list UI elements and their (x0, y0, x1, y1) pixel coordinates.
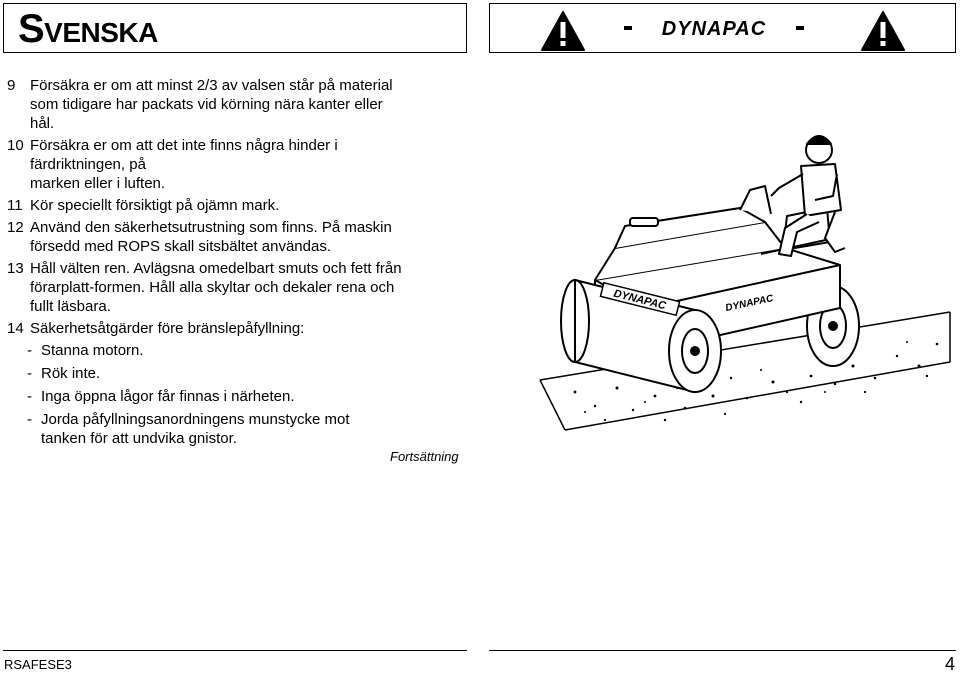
title-box (3, 3, 467, 53)
list-item (7, 76, 469, 133)
sub-item-line: tanken för att undvika gnistor. (41, 430, 237, 447)
item-line: Försäkra er om att minst 2/3 av valsen står på material (30, 77, 393, 94)
footer-rule (3, 650, 467, 651)
item-line: hål. (30, 115, 55, 132)
sub-item-line: Inga öppna lågor får finnas i närheten. (41, 388, 295, 405)
dash-marker: - (27, 365, 32, 382)
item-line: Säkerhetsåtgärder före bränslepåfyllning: (30, 320, 305, 337)
sub-list-item (7, 364, 469, 383)
list-item (7, 196, 469, 215)
side-roller-label: DYNAPAC (724, 293, 775, 314)
brand-logo-text: DYNAPAC (661, 18, 767, 39)
item-line: marken eller i luften. (30, 175, 166, 192)
sub-item-line: Jorda påfyllningsanordningens munstycke mot (41, 411, 350, 428)
item-line: som tidigare har packats vid körning nära kanter eller (30, 96, 383, 113)
item-line: färdriktningen, på (30, 156, 146, 173)
item-line: Försäkra er om att det inte finns några hinder i (30, 137, 338, 154)
warning-triangle-icon (860, 10, 906, 52)
dynapac-logo (624, 17, 804, 39)
item-line: Håll välten ren. Avlägsna omedelbart smuts och fett från (30, 260, 402, 277)
page-title: Svenska (18, 7, 158, 51)
item-line: Kör speciellt försiktigt på ojämn mark. (30, 197, 280, 214)
item-number: 12 (7, 219, 24, 236)
page-number: 4 (944, 654, 955, 674)
item-line: fullt läsbara. (30, 298, 111, 315)
sub-item-line: Rök inte. (41, 365, 101, 382)
list-item (7, 319, 469, 338)
warning-triangle-icon (540, 10, 586, 52)
safety-instructions (7, 76, 469, 452)
item-number: 10 (7, 137, 24, 154)
item-line: förarplatt-formen. Håll alla skyltar och dekaler rena och (30, 279, 395, 296)
dash-marker: - (27, 342, 32, 359)
item-line: försedd med ROPS skall sitsbältet användas. (30, 238, 331, 255)
list-item (7, 136, 469, 193)
item-line: Använd den säkerhetsutrustning som finns. På maskin (30, 219, 392, 236)
footer-rule (489, 650, 956, 651)
item-number: 13 (7, 260, 24, 277)
sub-list-item (7, 341, 469, 360)
sub-list-item (7, 387, 469, 406)
sub-item-line: Stanna motorn. (41, 342, 144, 359)
list-item (7, 218, 469, 256)
front-roller-label: DYNAPAC (612, 287, 668, 313)
item-number: 9 (7, 77, 16, 94)
item-number: 11 (7, 197, 23, 214)
item-number: 14 (7, 320, 24, 337)
sub-list-item (7, 410, 469, 448)
dash-marker: - (27, 411, 32, 428)
roller-illustration (535, 130, 955, 450)
dash-marker: - (27, 388, 32, 405)
list-item (7, 259, 469, 316)
continued-note: Fortsättning (390, 449, 459, 464)
brand-header (489, 3, 956, 53)
document-code: RSAFESE3 (4, 657, 72, 672)
